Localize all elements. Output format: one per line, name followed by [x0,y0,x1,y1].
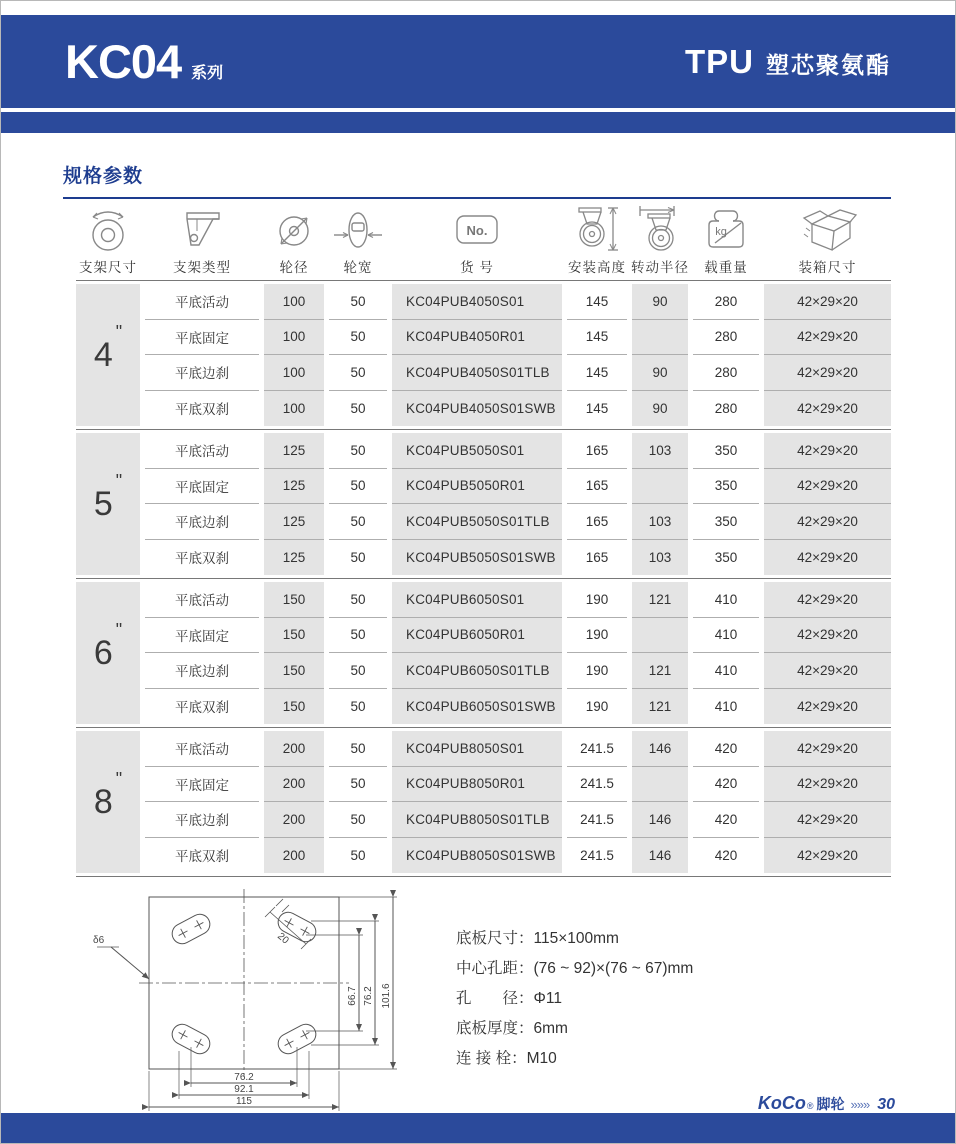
thickness-label: δ6 [93,935,105,946]
size-number: 5 [93,484,113,523]
cell-part: KC04PUB4050S01SWB [392,391,562,427]
cell-width: 50 [329,504,387,540]
column-label: 装箱尺寸 [798,260,857,275]
spec-value: Φ11 [533,989,562,1007]
cell-radius: 121 [632,582,688,618]
footer-band [1,1113,955,1143]
cell-carton: 42×29×20 [764,433,891,469]
cell-radius: 121 [632,653,688,689]
cell-carton: 42×29×20 [764,731,891,767]
cell-width: 50 [329,355,387,391]
column-header-wheel_dia [264,204,324,280]
column-header-bracket_type [145,204,259,280]
cell-carton: 42×29×20 [764,838,891,874]
cell-height: 241.5 [580,847,614,863]
cell-height: 190 [567,582,627,618]
cell-type: 平底活动 [145,731,259,767]
swivel-top-icon [85,204,131,256]
spec-line [456,1019,693,1040]
spec-value: (76 ~ 92)×(76 ~ 67)mm [533,959,694,977]
slot-length-label: 20 [275,930,291,947]
cell-width: 50 [329,284,387,320]
series-title [65,35,224,88]
bracket-icon [177,204,227,256]
cell-load: 410 [693,653,759,689]
column-header-wheel_width [329,204,387,280]
cell-dia: 125 [264,433,324,469]
cell-part: KC04PUB6050S01TLB [392,653,562,689]
cell-carton: 42×29×20 [764,504,891,540]
size-cell [76,731,140,873]
cell-carton: 42×29×20 [764,540,891,576]
cell-carton: 42×29×20 [764,653,891,689]
cell-carton: 42×29×20 [764,284,891,320]
cell-part: KC04PUB5050S01SWB [392,540,562,576]
cell-part: KC04PUB5050S01 [392,433,562,469]
dim-92-1: 92.1 [234,1084,254,1095]
column-header-carton [764,204,891,280]
column-label: 载重量 [704,260,748,275]
spec-value: 6mm [533,1019,568,1037]
cell-dia: 200 [264,802,324,838]
cell-type: 平底固定 [145,469,259,505]
footer-brandline [758,1093,895,1114]
cell-radius [632,618,688,654]
cell-height: 241.5 [567,802,627,838]
cell-type: 平底双刹 [175,402,229,418]
wheel-width-icon [332,204,384,256]
cell-type: 平底双刹 [175,849,229,865]
size-cell [76,582,140,724]
cell-dia: 100 [264,284,324,320]
turn-radius-icon [634,204,686,256]
size-number: 6 [93,633,113,672]
cell-type: 平底双刹 [175,551,229,567]
column-header-part_no [392,204,562,280]
column-label: 安装高度 [568,260,626,275]
slot-top-left [169,911,214,947]
cell-dia: 125 [264,504,324,540]
cell-load: 280 [693,355,759,391]
cell-part: KC04PUB8050S01SWB [392,838,562,874]
brand-suffix: 脚轮 [816,1096,845,1112]
cell-load: 280 [693,284,759,320]
cell-radius [632,767,688,803]
dim-76-2-h: 76.2 [234,1072,254,1083]
cell-type: 平底固定 [145,320,259,356]
inch-mark: " [115,769,123,789]
cell-carton: 42×29×20 [764,582,891,618]
column-label: 支架尺寸 [79,260,137,275]
cell-dia: 200 [264,731,324,767]
cell-dia: 150 [264,653,324,689]
cell-height: 190 [567,653,627,689]
cell-width: 50 [329,618,387,654]
cell-width: 50 [350,400,366,416]
cell-width: 50 [350,698,366,714]
carton-icon [798,204,858,256]
cell-radius: 90 [632,284,688,320]
header-band [1,15,955,108]
cell-width: 50 [329,767,387,803]
chevrons-icon: »»» [850,1097,870,1112]
cell-load: 420 [693,767,759,803]
cell-radius: 146 [632,802,688,838]
dim-115: 115 [236,1096,252,1107]
cell-carton: 42×29×20 [764,391,891,427]
cell-type: 平底活动 [145,433,259,469]
cell-dia: 100 [264,320,324,356]
cell-part: KC04PUB8050R01 [392,767,562,803]
column-label: 轮宽 [343,260,373,275]
cell-carton: 42×29×20 [764,689,891,725]
cell-load: 350 [693,469,759,505]
cell-type: 平底边刹 [145,504,259,540]
wheel-diameter-icon [270,204,318,256]
cell-height: 145 [585,400,609,416]
cell-radius: 103 [632,504,688,540]
cell-width: 50 [329,653,387,689]
cell-type: 平底固定 [145,618,259,654]
spec-label: 孔 径： [456,989,534,1007]
svg-text:No.: No. [466,223,488,238]
product-name: 塑芯聚氨酯 [766,51,891,78]
cell-radius: 90 [632,391,688,427]
cell-radius: 103 [632,433,688,469]
cell-dia: 125 [264,540,324,576]
cell-type: 平底边刹 [145,802,259,838]
cell-part: KC04PUB6050S01SWB [392,689,562,725]
cell-width: 50 [329,582,387,618]
cell-carton: 42×29×20 [764,802,891,838]
size-number: 4 [93,335,113,374]
cell-type: 平底固定 [145,767,259,803]
cell-part: KC04PUB5050R01 [392,469,562,505]
cell-height: 241.5 [567,767,627,803]
spec-line [456,929,693,950]
dim-66-7: 66.7 [347,986,358,1006]
cell-load: 280 [714,400,738,416]
cell-height: 165 [585,549,609,565]
section-title: 规格参数 [63,166,144,187]
cell-part: KC04PUB8050S01TLB [392,802,562,838]
cell-load: 350 [714,549,738,565]
spec-table [76,204,891,877]
cell-carton: 42×29×20 [764,767,891,803]
cell-radius: 146 [632,731,688,767]
series-code: KC04 [65,35,182,88]
cell-height: 145 [567,320,627,356]
spec-label: 底板厚度： [456,1019,534,1037]
size-group-6inch [76,578,891,727]
cell-type: 平底边刹 [145,653,259,689]
cell-dia: 200 [264,767,324,803]
cell-radius [632,469,688,505]
size-cell [76,433,140,575]
size-cell [76,284,140,426]
cell-height: 145 [567,355,627,391]
column-label: 转动半径 [631,260,689,275]
cell-load: 420 [693,731,759,767]
column-label: 支架类型 [173,260,231,275]
cell-dia: 125 [264,469,324,505]
cell-height: 165 [567,433,627,469]
column-header-bracket_size [76,204,140,280]
cell-radius: 90 [632,355,688,391]
cell-load: 280 [693,320,759,356]
cell-load: 350 [693,504,759,540]
column-header-load [693,204,759,280]
cell-radius: 146 [632,838,688,874]
cell-dia: 150 [264,582,324,618]
cell-width: 50 [329,802,387,838]
cell-part: KC04PUB4050S01TLB [392,355,562,391]
cell-load: 420 [714,847,738,863]
column-header-mount_height [567,204,627,280]
cell-type: 平底活动 [145,284,259,320]
page-number: 30 [877,1096,895,1113]
inch-mark: " [115,620,123,640]
column-label: 货 号 [460,260,494,275]
plate-specs [456,929,693,1079]
cell-width: 50 [329,433,387,469]
cell-width: 50 [329,320,387,356]
cell-width: 50 [350,847,366,863]
cell-radius: 103 [632,540,688,576]
cell-part: KC04PUB8050S01 [392,731,562,767]
cell-dia: 100 [264,391,324,427]
plate-drawing-svg [79,881,429,1119]
cell-carton: 42×29×20 [764,355,891,391]
cell-radius: 121 [632,689,688,725]
cell-part: KC04PUB6050R01 [392,618,562,654]
dim-101-6: 101.6 [381,983,392,1009]
svg-text:kg: kg [715,226,727,238]
size-group-8inch [76,727,891,877]
cell-height: 165 [567,469,627,505]
cell-load: 410 [693,582,759,618]
cell-load: 410 [693,618,759,654]
cell-height: 190 [567,618,627,654]
cell-carton: 42×29×20 [764,320,891,356]
cell-height: 145 [567,284,627,320]
cell-width: 50 [329,469,387,505]
cell-height: 190 [585,698,609,714]
product-title [685,43,891,81]
cell-type: 平底活动 [145,582,259,618]
cell-dia: 200 [264,838,324,874]
cell-carton: 42×29×20 [764,469,891,505]
size-number: 8 [93,782,113,821]
inch-mark: " [115,322,123,342]
column-label: 轮径 [279,260,309,275]
registered-mark: ® [806,1101,814,1111]
cell-load: 420 [693,802,759,838]
cell-load: 410 [714,698,738,714]
series-label: 系列 [191,65,224,82]
spec-label: 连 接 栓： [456,1049,527,1067]
cell-height: 241.5 [567,731,627,767]
product-code: TPU [685,42,754,80]
cell-part: KC04PUB4050R01 [392,320,562,356]
cell-type: 平底边刹 [145,355,259,391]
spec-line [456,959,693,980]
spec-line [456,989,693,1010]
mounting-plate-drawing [79,881,429,1119]
cell-width: 50 [329,731,387,767]
brand-logo: KoCo [757,1093,806,1113]
cell-width: 50 [350,549,366,565]
cell-dia: 150 [264,689,324,725]
table-header-row [76,204,891,280]
cell-part: KC04PUB4050S01 [392,284,562,320]
header-subband [1,112,955,133]
cell-load: 350 [693,433,759,469]
column-header-turn_radius [632,204,688,280]
load-kg-icon [701,204,751,256]
cell-part: KC04PUB5050S01TLB [392,504,562,540]
cell-carton: 42×29×20 [764,618,891,654]
cell-dia: 150 [264,618,324,654]
size-group-5inch [76,429,891,578]
mount-height-icon [571,204,623,256]
spec-value: 115×100mm [533,930,619,947]
cell-type: 平底双刹 [175,700,229,716]
cell-dia: 100 [264,355,324,391]
no-badge-icon [451,204,503,256]
spec-line [456,1049,693,1070]
spec-label: 中心孔距： [456,959,534,977]
size-group-4inch [76,280,891,429]
spec-label: 底板尺寸： [456,930,534,947]
cell-radius [632,320,688,356]
table-body [76,280,891,877]
spec-value: M10 [526,1049,557,1067]
dim-76-2-v: 76.2 [363,986,374,1006]
cell-part: KC04PUB6050S01 [392,582,562,618]
inch-mark: " [115,471,123,491]
section-title-underline [63,161,891,199]
cell-height: 165 [567,504,627,540]
